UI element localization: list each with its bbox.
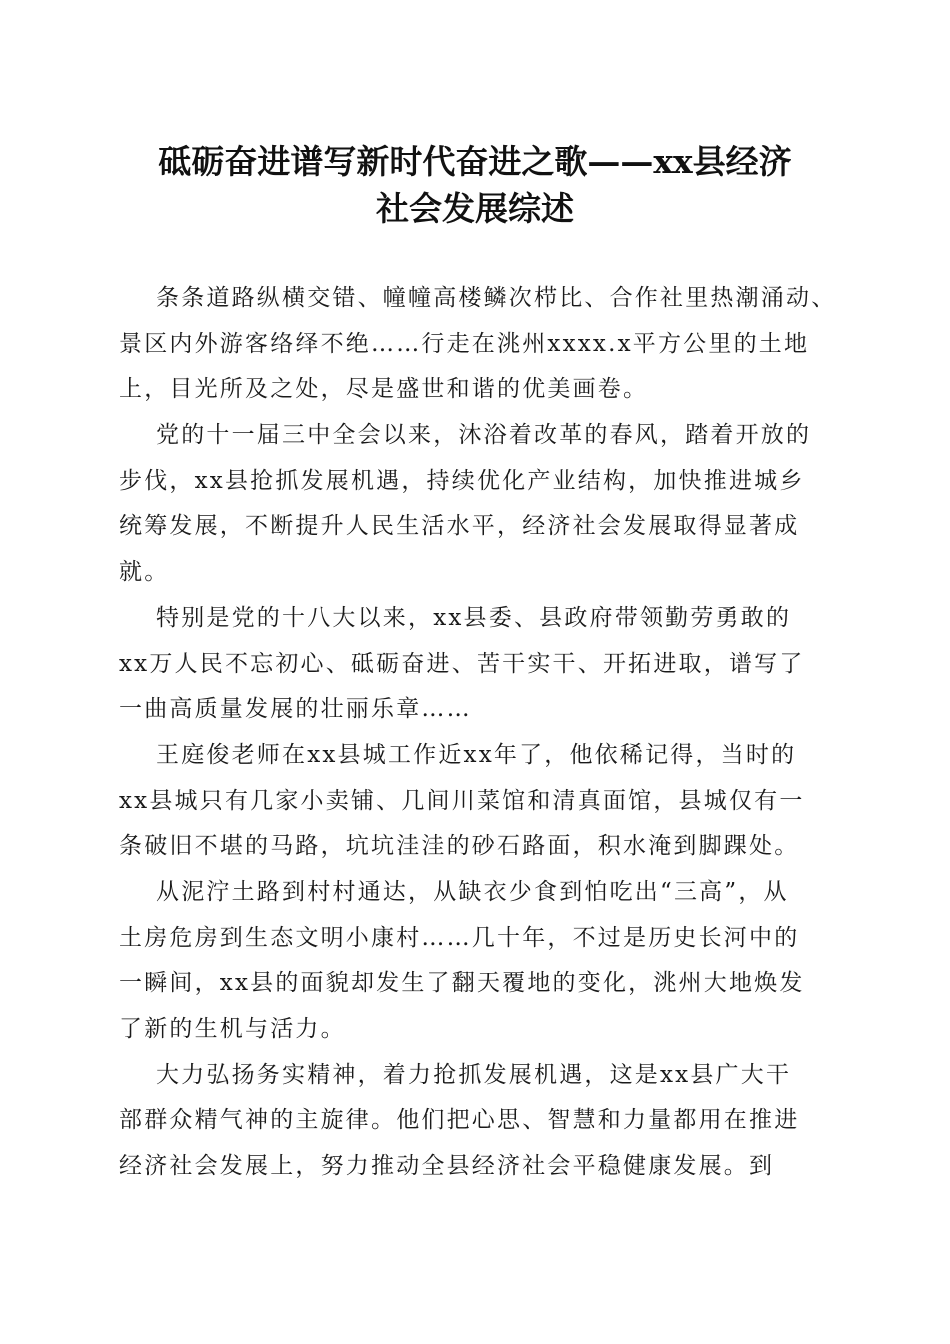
paragraph-line: 部群众精气神的主旋律。他们把心思、智慧和力量都用在推进 — [119, 1107, 800, 1134]
document-title — [100, 138, 850, 232]
paragraph-line: 一瞬间，xx县的面貌却发生了翻天覆地的变化，洮州大地焕发 — [119, 970, 805, 997]
paragraph-line: 条破旧不堪的马路，坑坑洼洼的砂石路面，积水淹到脚踝处。 — [119, 833, 800, 860]
paragraph-3 — [119, 596, 833, 733]
paragraph-line: 党的十一届三中全会以来，沐浴着改革的春风，踏着开放的 — [156, 422, 812, 449]
document-body — [119, 276, 837, 1190]
paragraph-line: 景区内外游客络绎不绝……行走在洮州xxxx.x平方公里的土地 — [119, 330, 810, 357]
paragraph-line: 步伐，xx县抢抓发展机遇，持续优化产业结构，加快推进城乡 — [119, 467, 805, 494]
paragraph-line: xx县城只有几家小卖铺、几间川菜馆和清真面馆，县城仅有一 — [119, 787, 805, 814]
paragraph-line: 土房危房到生态文明小康村……几十年，不过是历史长河中的 — [119, 924, 800, 951]
paragraph-line: 就。 — [119, 559, 170, 586]
paragraph-line: 统筹发展，不断提升人民生活水平，经济社会发展取得显著成 — [119, 513, 800, 540]
paragraph-1 — [119, 276, 837, 413]
paragraph-4 — [119, 733, 833, 870]
title-line-2: 社会发展综述 — [376, 189, 574, 228]
paragraph-5 — [119, 870, 833, 1053]
paragraph-line: 大力弘扬务实精神，着力抢抓发展机遇，这是xx县广大干 — [156, 1061, 792, 1088]
paragraph-line: 特别是党的十八大以来，xx县委、县政府带领勤劳勇敢的 — [156, 604, 792, 631]
paragraph-line: 上，目光所及之处，尽是盛世和谐的优美画卷。 — [119, 376, 649, 403]
paragraph-line: 了新的生机与活力。 — [119, 1016, 346, 1042]
paragraph-2 — [119, 413, 833, 596]
title-line-1: 砥砺奋进谱写新时代奋进之歌——xx县经济 — [158, 142, 792, 181]
paragraph-line: 王庭俊老师在xx县城工作近xx年了，他依稀记得，当时的 — [156, 741, 797, 768]
paragraph-line: 经济社会发展上，努力推动全县经济社会平稳健康发展。到 — [119, 1153, 775, 1180]
paragraph-line: xx万人民不忘初心、砥砺奋进、苦干实干、开拓进取，谱写了 — [119, 650, 805, 677]
paragraph-6 — [119, 1053, 833, 1190]
paragraph-line: 一曲高质量发展的壮丽乐章…… — [119, 696, 472, 723]
paragraph-line: 条条道路纵横交错、幢幢高楼鳞次栉比、合作社里热潮涌动、 — [156, 285, 837, 311]
paragraph-line: 从泥泞土路到村村通达，从缺衣少食到怕吃出“三高”，从 — [156, 878, 789, 905]
